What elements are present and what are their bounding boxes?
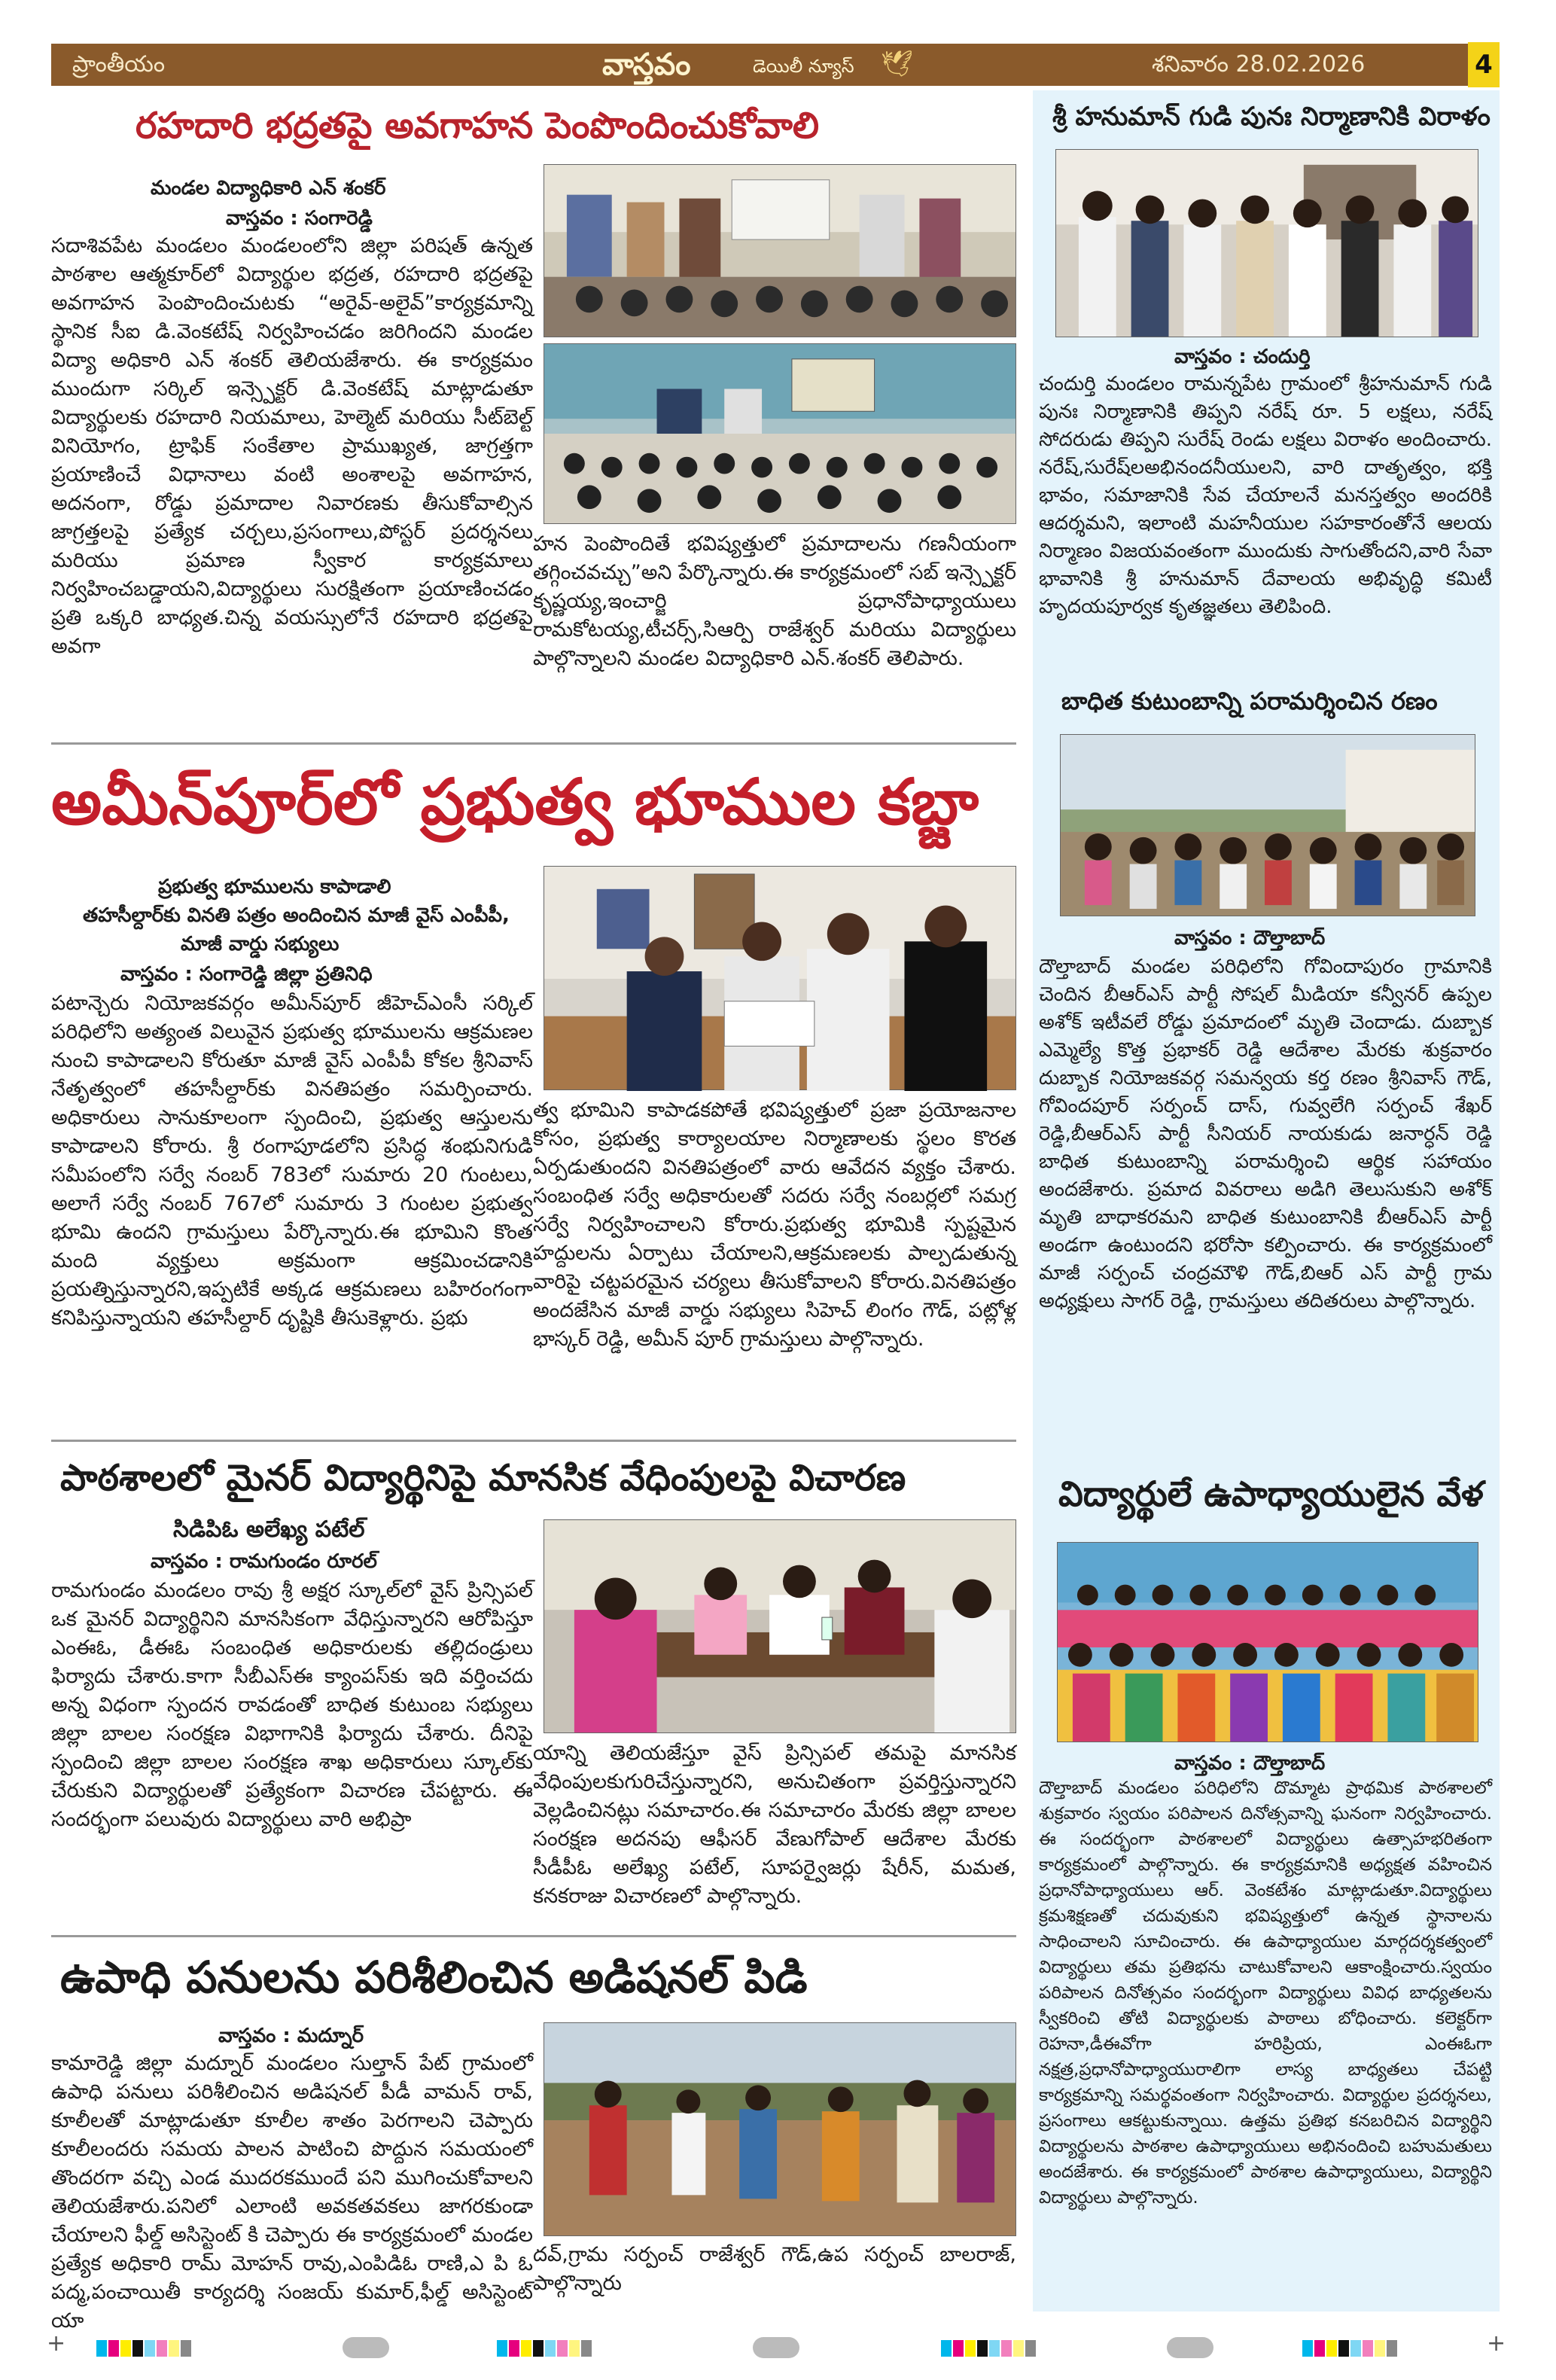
crop-mark-icon: + [47, 2330, 66, 2357]
crop-mark-icon: + [1487, 2330, 1506, 2357]
color-registration-strip [941, 2340, 1037, 2357]
divider [51, 1935, 1016, 1937]
article2-dateline: వాస్తవం : సంగారెడ్డి జిల్లా ప్రతినిధి [120, 963, 373, 986]
sidebar3-body: దౌల్తాబాద్ మండలం పరిధిలోని దొమ్మాట ప్రాథమిక పాఠశాలలో శుక్రవారం స్వయం పరిపాలన దినోత్సవాన్ని ఘనంగా నిర్వహించారు. ఈ సందర్భంగా పాఠశాలలో విద్యార్థులు ఉత్సాహభరితంగా కార్యక్రమంలో పాల్గొన్నారు. ఈ కార్యక్రమానికి అధ్యక్షత వహించిన ప్రధానోపాధ్యాయులు ఆర్. వెంకటేశం మాట్లాడుతూ.విద్యార్థులు క్రమశిక్షణతో చదువుకుని భవిష్యత్తులో ఉన్నత స్థానాలను సాధించాలని సూచించారు. ఈ ఉపాధ్యాయుల మార్గదర్శకత్వంలో విద్యార్థులు తమ ప్రతిభను చాటుకోవాలని ఆకాంక్షించారు.స్వయం పరిపాలన దినోత్సవం సందర్భంగా విద్యార్థులు వివిధ బాధ్యతలను స్వీకరించి తోటి విద్యార్థులకు పాఠాలు బోధించారు. కలెక్టర్‌గా రెహనా,డీఈవోగా హరిప్రియ, ఎంఈఓగా నక్షత్ర,ప్రధానోపాధ్యాయురాలిగా లాస్య బాధ్యతలు చేపట్టి కార్యక్రమాన్ని సమర్థవంతంగా నిర్వహించారు. విద్యార్థుల ప్రదర్శనలు, ప్రసంగాలు ఆకట్టుకున్నాయి. ఉత్తమ ప్రతిభ కనబరిచిన విద్యార్థిని విద్యార్థులను పాఠశాల ఉపాధ్యాయులు అభినందించి బహుమతులు అందజేశారు. ఈ కార్యక్రమంలో పాఠశాల ఉపాధ్యాయులు, విద్యార్థిని విద్యార్థులు పాల్గొన్నారు. [1039, 1778, 1492, 2208]
color-registration-strip [1302, 2340, 1399, 2357]
issue-date: శనివారం 28.02.2026 [1152, 51, 1366, 78]
article2-column2: త్వ భూమిని కాపాడకపోతే భవిష్యత్తులో ప్రజా ప్రయోజనాల కోసం, ప్రభుత్వ కార్యాలయాల నిర్మాణాలకు స్థలం కొరత ఏర్పడుతుందని వినతిపత్రంలో వారు ఆవేదన వ్యక్తం చేశారు. సంబంధిత సర్వే అధికారులతో సదరు సర్వే నంబర్లలో సమగ్ర సర్వే నిర్వహించాలని కోరారు.ప్రభుత్వ భూమికి స్పష్టమైన హద్దులను ఏర్పాటు చేయాలని,ఆక్రమణలకు పాల్పడుతున్న వారిపై చట్టపరమైన చర్యలు తీసుకోవాలని కోరారు.వినతిపత్రం అందజేసిన మాజీ వార్డు సభ్యులు సిహెచ్ లింగం గౌడ్, పట్లోళ్ల భాస్కర్ రెడ్డి, అమీన్ పూర్ గ్రామస్తులు పాల్గొన్నారు. [533, 1099, 1016, 1351]
registration-oval [343, 2337, 389, 2358]
divider [51, 742, 1016, 745]
color-registration-strip [96, 2340, 193, 2357]
sidebar1-body: చందుర్తి మండలం రామన్నపేట గ్రామంలో శ్రీహనుమాన్ గుడి పునః నిర్మాణానికి తిప్పని నరేష్ రూ. 5 లక్షలు, నరేష్ సోదరుడు తిప్పని సురేష్ రెండు లక్షలు విరాళం అందించారు. నరేష్,సురేష్‌లఅభినందనీయులని, వారి దాతృత్వం, భక్తి భావం, సమాజానికి సేవ చేయాలనే మనస్తత్వం అందరికి ఆదర్శమని, ఇలాంటి మహనీయుల సహకారంతోనే ఆలయ నిర్మాణం విజయవంతంగా ముందుకు సాగుతోందని,వారి సేవా భావానికి శ్రీ హనుమాన్ దేవాలయ అభివృద్ధి కమిటీ హృదయపూర్వక కృతజ్ఞతలు తెలిపింది. [1039, 373, 1492, 618]
color-registration-strip [497, 2340, 593, 2357]
divider [51, 1440, 1016, 1442]
article4-dateline: వాస్తవం : మద్నూర్ [218, 2025, 364, 2047]
article1-photo-classroom [544, 343, 1016, 524]
article4-column1: కామారెడ్డి జిల్లా మద్నూర్ మండలం సుల్తాన్ పేట్ గ్రామంలో ఉపాధి పనులు పరిశీలించిన అడిషనల్ పీడీ వామన్ రావ్, కూలీలతో మాట్లాడుతూ కూలీల శాతం పెరగాలని చెప్పారు కూలీలందరు సమయ పాలన పాటించి పొద్దున సమయంలో తొందరగా వచ్చి ఎండ ముదరకముందే పని ముగించుకోవాలని తెలియజేశారు.పనిలో ఎలాంటి అవకతవకలు జాగరకుండా చేయాలని ఫీల్డ్ అసిస్టెంట్ కి చెప్పారు ఈ కార్యక్రమంలో మండల ప్రత్యేక అధికారి రామ్ మోహన్ రావు,ఎంపిడిఓ రాణి,ఎ పి ఓ పద్మ,పంచాయితీ కార్యదర్శి సంజయ్ కుమార్,ఫీల్డ్ అసిస్టెంట్ యా [51, 2052, 533, 2333]
newspaper-name: వాస్తవం [602, 47, 691, 82]
registration-oval [1167, 2337, 1213, 2358]
bird-logo-icon: 🕊 [881, 49, 914, 79]
article2-photo-petition [544, 866, 1016, 1090]
article3-subhead: సిడిపిఓ అలేఖ్య పటేల్ [173, 1516, 365, 1543]
article2-subhead3: మాజీ వార్డు సభ్యులు [181, 933, 340, 955]
article1-subhead: మండల విద్యాధికారి ఎన్ శంకర్ [151, 177, 386, 200]
article4-photo-field [544, 2022, 1016, 2236]
sidebar2-photo-visit [1060, 734, 1475, 916]
article3-headline: పాఠశాలలో మైనర్ విద్యార్థినిపై మానసిక వేధింపులపై విచారణ [60, 1457, 906, 1499]
article1-photo-presentation [544, 164, 1016, 337]
sidebar3-dateline: వాస్తవం : దౌల్తాబాద్ [1174, 1752, 1326, 1775]
article3-dateline: వాస్తవం : రామగుండం రూరల్ [151, 1550, 377, 1573]
sidebar3-headline: విద్యార్థులే ఉపాధ్యాయులైన వేళ [1058, 1473, 1484, 1514]
sidebar2-dateline: వాస్తవం : దౌల్తాబాద్ [1174, 927, 1326, 949]
article1-column1: సదాశివపేట మండలం మండలంలోని జిల్లా పరిషత్ ఉన్నత పాఠశాల ఆత్మకూర్‌లో విద్యార్థుల భద్రత, రహదారి భద్రతపై అవగాహన పెంపొందించుటకు “అరైవ్-అలైవ్”కార్యక్రమాన్ని స్థానిక సీఐ డి.వెంకటేష్ నిర్వహించడం జరిగిందని మండల విద్యా అధికారి ఎన్ శంకర్ తెలియజేశారు. ఈ కార్యక్రమం ముందుగా సర్కిల్ ఇన్స్పెక్టర్ డి.వెంకటేష్ మాట్లాడుతూ విద్యార్థులకు రహదారి నియమాలు, హెల్మెట్ మరియు సీట్‌బెల్ట్ వినియోగం, ట్రాఫిక్ సంకేతాల ప్రాముఖ్యత, జాగ్రత్తగా ప్రయాణించే విధానాలు వంటి అంశాలపై అవగాహన, అదనంగా, రోడ్డు ప్రమాదాల నివారణకు తీసుకోవాల్సిన జాగ్రత్తలపై ప్రత్యేక చర్చలు,ప్రసంగాలు,పోస్టర్ ప్రదర్శనలు మరియు ప్రమాణ స్వీకార కార్యక్రమాలు నిర్వహించబడ్డాయని,విద్యార్థులు సురక్షితంగా ప్రయాణించడం ప్రతి ఒక్కరి బాధ్యత.చిన్న వయస్సులోనే రహదారి భద్రతపై అవగా [51, 234, 533, 658]
article1-dateline: వాస్తవం : సంగారెడ్డి [226, 207, 373, 230]
article1-column2: హన పెంపొందితే భవిష్యత్తులో ప్రమాదాలను గణనీయంగా తగ్గించవచ్చు”అని పేర్కొన్నారు.ఈ కార్యక్రమంలో సబ్ ఇన్స్పెక్టర్ కృష్ణయ్య,ఇంచార్జి ప్రధానోపాధ్యాయులు రామకోటయ్య,టీచర్స్,సిఆర్పి రాజేశ్వర్ మరియు విద్యార్థులు పాల్గొన్నాలని మండల విద్యాధికారి ఎన్.శంకర్ తెలిపారు. [533, 532, 1016, 670]
article3-photo-inquiry [544, 1519, 1016, 1733]
article2-column1: పటాన్చెరు నియోజకవర్గం అమీన్‌పూర్ జీహెచ్ఎంసీ సర్కిల్ పరిధిలోని అత్యంత విలువైన ప్రభుత్వ భూములను ఆక్రమణల నుంచి కాపాడాలని కోరుతూ మాజీ వైస్ ఎంపీపీ కోకల శ్రీనివాస్ నేతృత్వంలో తహసీల్దార్‌కు వినతిపత్రం సమర్పించారు. అధికారులు సానుకూలంగా స్పందించి, ప్రభుత్వ ఆస్తులను కాపాడాలని కోరారు. శ్రీ రంగాపూడలోని ప్రసిద్ధ శంభునిగుడి సమీపంలోని సర్వే నంబర్ 783లో సుమారు 20 గుంటలు, అలాగే సర్వే నంబర్ 767లో సుమారు 3 గుంటల ప్రభుత్వ భూమి ఉందని గ్రామస్తులు పేర్కొన్నారు.ఈ భూమిని కొంత మంది వ్యక్తులు అక్రమంగా ఆక్రమించడానికి ప్రయత్నిస్తున్నారని,ఇప్పటికే అక్కడ ఆక్రమణలు బహిరంగంగా కనిపిస్తున్నాయని తహసీల్దార్ దృష్టికి తీసుకెళ్లారు. ప్రభు [51, 992, 533, 1330]
sidebar1-dateline: వాస్తవం : చందుర్తి [1174, 346, 1311, 368]
page-number: 4 [1468, 42, 1500, 87]
article4-column2: దవ్,గ్రామ సర్పంచ్ రాజేశ్వర్ గౌడ్,ఉప సర్పంచ్ బాలరాజ్, పాల్గొన్నారు [533, 2243, 1016, 2295]
article4-headline: ఉపాధి పనులను పరిశీలించిన అడిషనల్ పిడి [60, 1952, 808, 2003]
sidebar2-headline: బాధిత కుటుంబాన్ని పరామర్శించిన రణం [1061, 687, 1438, 715]
article2-subhead1: ప్రభుత్వ భూములను కాపాడాలి [158, 876, 391, 898]
sidebar2-body: దౌల్తాబాద్ మండల పరిధిలోని గోవిందాపురం గ్రామానికి చెందిన బీఆర్ఎస్ పార్టీ సోషల్ మీడియా కన్వీనర్ ఉప్పల అశోక్ ఇటీవలే రోడ్డు ప్రమాదంలో మృతి చెందాడు. దుబ్బాక ఎమ్మెల్యే కొత్త ప్రభాకర్ రెడ్డి ఆదేశాల మేరకు శుక్రవారం దుబ్బాక నియోజకవర్గ సమన్వయ కర్త రణం శ్రీనివాస్ గౌడ్, గోవిందపూర్ సర్పంచ్ దాస్, గువ్వలేగి సర్పంచ్ శేఖర్ రెడ్డి,బీఆర్ఎస్ పార్టీ సీనియర్ నాయకుడు జనార్ధన్ రెడ్డి బాధిత కుటుంబాన్ని పరామర్శించి ఆర్థిక సహాయం అందజేశారు. ప్రమాద వివరాలు అడిగి తెలుసుకుని అశోక్ మృతి బాధాకరమని బాధిత కుటుంబానికి బీఆర్ఎస్ పార్టీ అండగా ఉంటుందని భరోసా కల్పించారు. ఈ కార్యక్రమంలో మాజీ సర్పంచ్ చంద్రమౌళి గౌడ్,బిఆర్ ఎస్ పార్టీ గ్రామ అధ్యక్షులు సాగర్ రెడ్డి, గ్రామస్తులు తదితరులు పాల్గొన్నారు. [1039, 955, 1492, 1312]
section-label: ప్రాంతీయం [72, 51, 166, 78]
sidebar1-photo-donation [1055, 149, 1478, 337]
article2-subhead2: తహసీల్దార్‌కు వినతి పత్రం అందించిన మాజీ వైస్ ఎంపీపీ, [83, 904, 510, 927]
article3-column1: రామగుండం మండలం రావు శ్రీ అక్షర స్కూల్‌లో వైస్ ప్రిన్సిపల్ ఒక మైనర్ విద్యార్థినిని మానసికంగా వేధిస్తున్నారని ఆరోపిస్తూ ఎంఈఓ, డీఈఓ సంబంధిత అధికారులకు తల్లిదండ్రులు ఫిర్యాదు చేశారు.కాగా సీబీఎస్ఈ క్యాంపస్‌కు ఇది వర్తించదు అన్న విధంగా స్పందన రావడంతో బాధిత కుటుంబ సభ్యులు జిల్లా బాలల సంరక్షణ విభాగానికి ఫిర్యాదు చేశారు. దీనిపై స్పందించి జిల్లా బాలల సంరక్షణ శాఖ అధికారులు స్కూల్‌కు చేరుకుని విద్యార్థులతో ప్రత్యేకంగా విచారణ చేపట్టారు. ఈ సందర్భంగా పలువురు విద్యార్థులు వారి అభిప్రా [51, 1579, 533, 1831]
sidebar3-photo-students [1057, 1542, 1478, 1742]
registration-oval [753, 2337, 799, 2358]
newspaper-tagline: డెయిలీ న్యూస్ [753, 56, 854, 77]
article3-column2: యాన్ని తెలియజేస్తూ వైస్ ప్రిన్సిపల్ తమపై మానసిక వేధింపులకుగురిచేస్తున్నారని, అనుచితంగా ప్రవర్తిస్తున్నారని వెల్లడించినట్లు సమాచారం.ఈ సమాచారం మేరకు జిల్లా బాలల సంరక్షణ అదనపు ఆఫీసర్ వేణుగోపాల్ ఆదేశాల మేరకు సీడీపీఓ అలేఖ్య పటేల్, సూపర్వైజర్లు షేరీన్, మమత, కనకరాజు విచారణలో పాల్గొన్నారు. [533, 1742, 1016, 1908]
sidebar1-headline: శ్రీ హనుమాన్ గుడి పునః నిర్మాణానికి విరాళం [1052, 102, 1491, 132]
article1-headline: రహదారి భద్రతపై అవగాహన పెంపొందించుకోవాలి [136, 105, 820, 147]
article2-headline: అమీన్‌పూర్‌లో ప్రభుత్వ భూముల కబ్జా [51, 765, 979, 839]
